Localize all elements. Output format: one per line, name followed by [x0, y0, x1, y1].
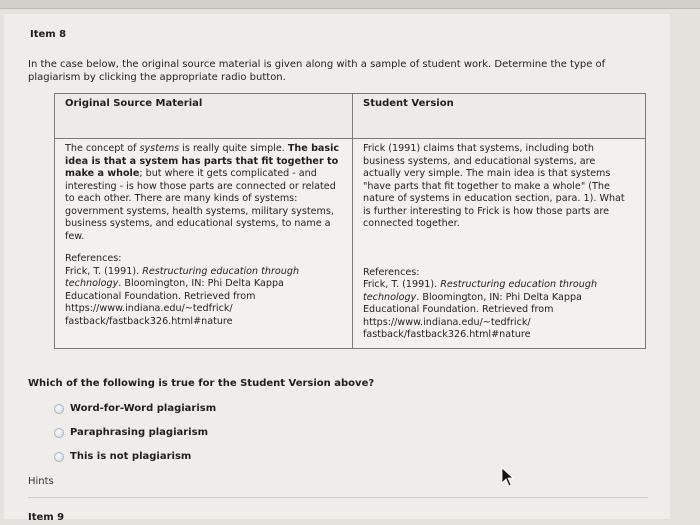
header-student: Student Version — [353, 94, 646, 139]
mouse-cursor-icon — [501, 467, 515, 487]
option-paraphrasing[interactable] — [54, 427, 208, 438]
header-original: Original Source Material — [55, 94, 353, 139]
divider — [28, 497, 648, 498]
radio-icon[interactable] — [54, 452, 64, 462]
instructions-text: In the case below, the original source material is given along with a sample of student work. Determine the type of plagiarism by clicking the appropriate radio button. — [28, 59, 606, 83]
item-title: Item 8 — [30, 29, 67, 40]
hints-link[interactable]: Hints — [28, 476, 54, 487]
option-label[interactable]: Word-for-Word plagiarism — [70, 403, 217, 414]
student-paragraph: Frick (1991) claims that systems, including both business systems, and educational systems, are actually very simple. The main idea is that systems "have parts that fit together to make a whole" (The nature of systems in education section, para. 1). What is further interesting to Frick is how those parts are connected together. — [363, 143, 625, 229]
option-not-plagiarism[interactable] — [54, 451, 191, 462]
top-edge — [0, 0, 700, 9]
original-paragraph: The concept of systems is really quite simple. The basic idea is that a system has parts that fit together to make a whole; but where it gets complicated - and interesting - is how those parts are connected or related to each other. There are many kinds of systems: government systems, health systems, military systems, business systems, and educational systems, to name a few. — [65, 143, 340, 242]
student-references-label: References: — [363, 266, 420, 278]
radio-icon[interactable] — [54, 428, 64, 438]
question-text: Which of the following is true for the Student Version above? — [28, 378, 375, 389]
option-label[interactable]: Paraphrasing plagiarism — [70, 427, 208, 438]
next-item-title: Item 9 — [28, 512, 65, 523]
original-references-label: References: — [65, 253, 122, 264]
student-version-cell — [353, 139, 646, 349]
radio-icon[interactable] — [54, 404, 64, 414]
student-reference: Frick, T. (1991). Restructuring education through technology. Bloomington, IN: Phi Delta Kappa Educational Foundation. Retrieved from https://www.indiana.edu/~tedfrick/ fastback/fastback326.html#nature — [363, 279, 598, 340]
original-reference: Frick, T. (1991). Restructuring education through technology. Bloomington, IN: Phi Delta Kappa Educational Foundation. Retrieved from https://www.indiana.edu/~tedfrick/ fastback/fastback326.html#nature — [65, 265, 300, 327]
comparison-table — [54, 93, 646, 349]
original-source-cell — [55, 139, 353, 349]
option-word-for-word[interactable] — [54, 403, 216, 414]
option-label[interactable]: This is not plagiarism — [70, 451, 192, 462]
